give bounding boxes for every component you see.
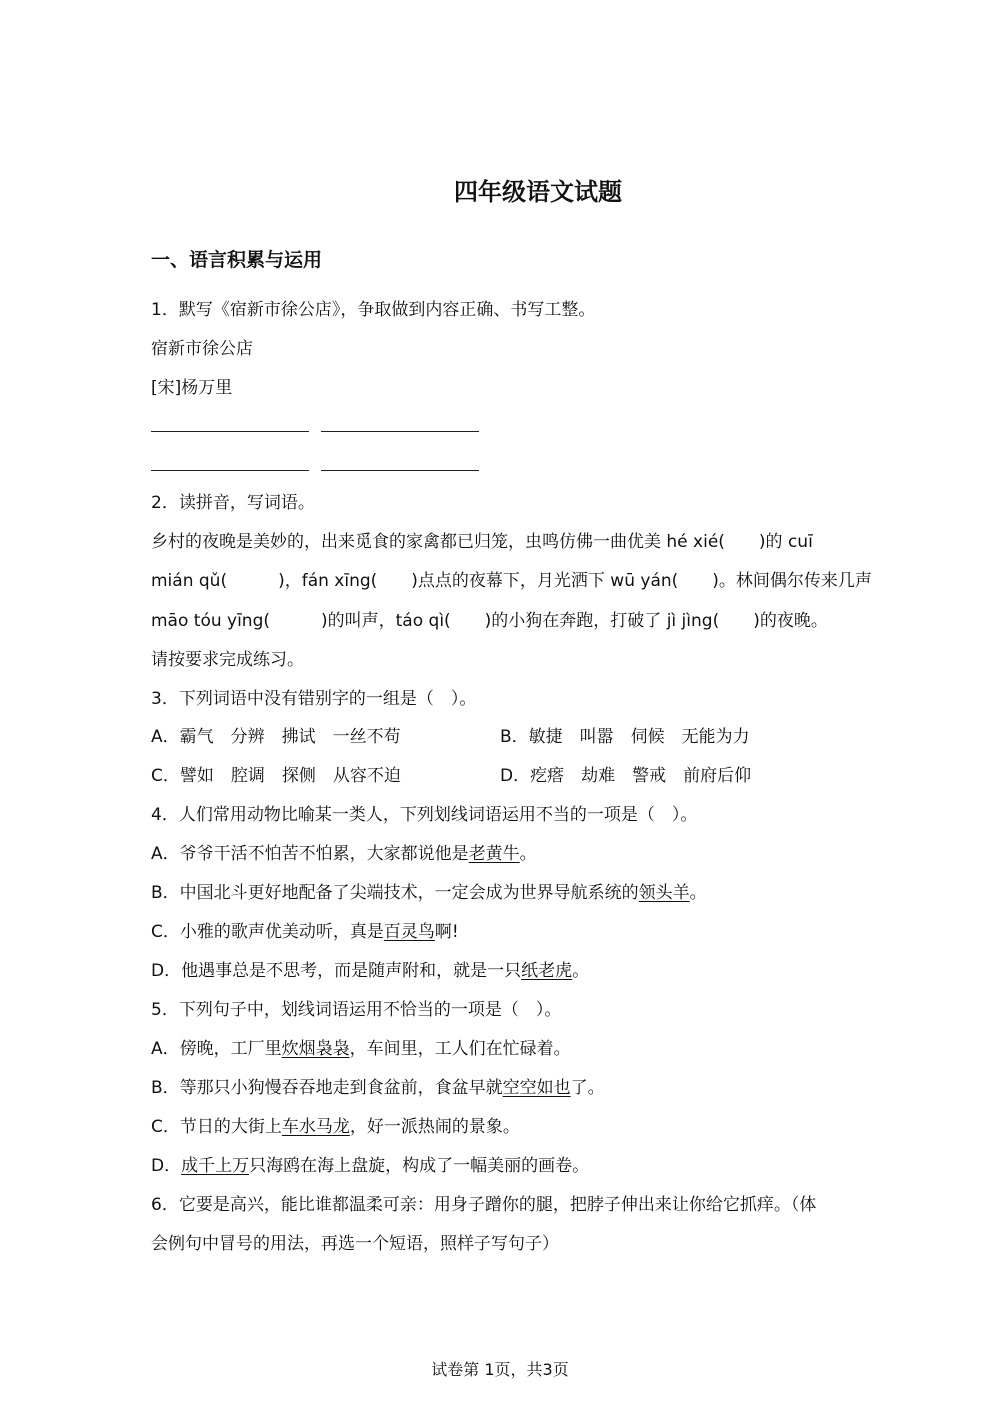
underlined-word: 空空如也 xyxy=(502,1078,571,1098)
answer-blank[interactable] xyxy=(151,417,309,432)
q2-text-line-2: mián qǔ( )，fán xīng( )点点的夜幕下，月光洒下 wū yán( )。林间偶尔传来几声 xyxy=(151,571,872,591)
q4-option-b[interactable]: B．中国北斗更好地配备了尖端技术，一定会成为世界导航系统的领头羊。 xyxy=(151,883,707,903)
poem-author: [宋]杨万里 xyxy=(151,378,233,398)
underlined-word: 百灵鸟 xyxy=(383,922,435,942)
q3-option-b[interactable]: B．敏捷 叫嚣 伺候 无能为力 xyxy=(500,727,750,747)
q2-text-line-1: 乡村的夜晚是美妙的，出来觅食的家禽都已归笼，虫鸣仿佛一曲优美 hé xié( )的 cuī xyxy=(151,532,813,552)
page-title: 四年级语文试题 xyxy=(454,178,622,206)
q4-stem: 4．人们常用动物比喻某一类人，下列划线词语运用不当的一项是（ ）。 xyxy=(151,805,698,825)
section-heading: 一、语言积累与运用 xyxy=(151,249,323,271)
answer-blank-row-2[interactable] xyxy=(151,455,479,477)
underlined-word: 车水马龙 xyxy=(281,1117,350,1137)
q5-option-c[interactable]: C．节日的大街上车水马龙，好一派热闹的景象。 xyxy=(151,1117,520,1137)
poem-title: 宿新市徐公店 xyxy=(151,339,253,359)
answer-blank[interactable] xyxy=(321,456,479,471)
q2-instruction: 请按要求完成练习。 xyxy=(151,650,304,670)
underlined-word: 领头羊 xyxy=(638,883,690,903)
underlined-word: 炊烟袅袅 xyxy=(281,1039,350,1059)
q4-option-d[interactable]: D．他遇事总是不思考，而是随声附和，就是一只纸老虎。 xyxy=(151,961,590,981)
q5-option-a[interactable]: A．傍晚，工厂里炊烟袅袅，车间里，工人们在忙碌着。 xyxy=(151,1039,571,1059)
q6-stem-line-2: 会例句中冒号的用法，再选一个短语，照样子写句子） xyxy=(151,1234,559,1254)
q2-text-line-3: māo tóu yīng( )的叫声，táo qì( )的小狗在奔跑，打破了 jì jìng( )的夜晚。 xyxy=(151,611,828,631)
page-footer: 试卷第 1页，共3页 xyxy=(431,1360,569,1379)
underlined-word: 老黄牛 xyxy=(468,844,520,864)
q2-stem: 2．读拼音，写词语。 xyxy=(151,493,315,513)
q6-stem-line-1: 6．它要是高兴，能比谁都温柔可亲：用身子蹭你的腿，把脖子伸出来让你给它抓痒。（体 xyxy=(151,1195,817,1215)
q5-option-d[interactable]: D．成千上万只海鸥在海上盘旋，构成了一幅美丽的画卷。 xyxy=(151,1156,590,1176)
answer-blank-row-1[interactable] xyxy=(151,416,479,438)
q5-stem: 5．下列句子中，划线词语运用不恰当的一项是（ ）。 xyxy=(151,1000,562,1020)
q3-stem: 3．下列词语中没有错别字的一组是（ ）。 xyxy=(151,689,477,709)
q4-option-a[interactable]: A．爷爷干活不怕苦不怕累，大家都说他是老黄牛。 xyxy=(151,844,537,864)
answer-blank[interactable] xyxy=(151,456,309,471)
underlined-word: 成千上万 xyxy=(181,1156,250,1176)
q1-stem: 1．默写《宿新市徐公店》，争取做到内容正确、书写工整。 xyxy=(151,300,596,320)
answer-blank[interactable] xyxy=(321,417,479,432)
q3-option-c[interactable]: C．譬如 腔调 探侧 从容不迫 xyxy=(151,766,401,786)
q5-option-b[interactable]: B．等那只小狗慢吞吞地走到食盆前，食盆早就空空如也了。 xyxy=(151,1078,605,1098)
q3-option-d[interactable]: D．疙瘩 劫难 警戒 前府后仰 xyxy=(500,766,752,786)
underlined-word: 纸老虎 xyxy=(521,961,573,981)
q4-option-c[interactable]: C．小雅的歌声优美动听，真是百灵鸟啊! xyxy=(151,922,459,942)
q3-option-a[interactable]: A．霸气 分辨 拂试 一丝不苟 xyxy=(151,727,401,747)
